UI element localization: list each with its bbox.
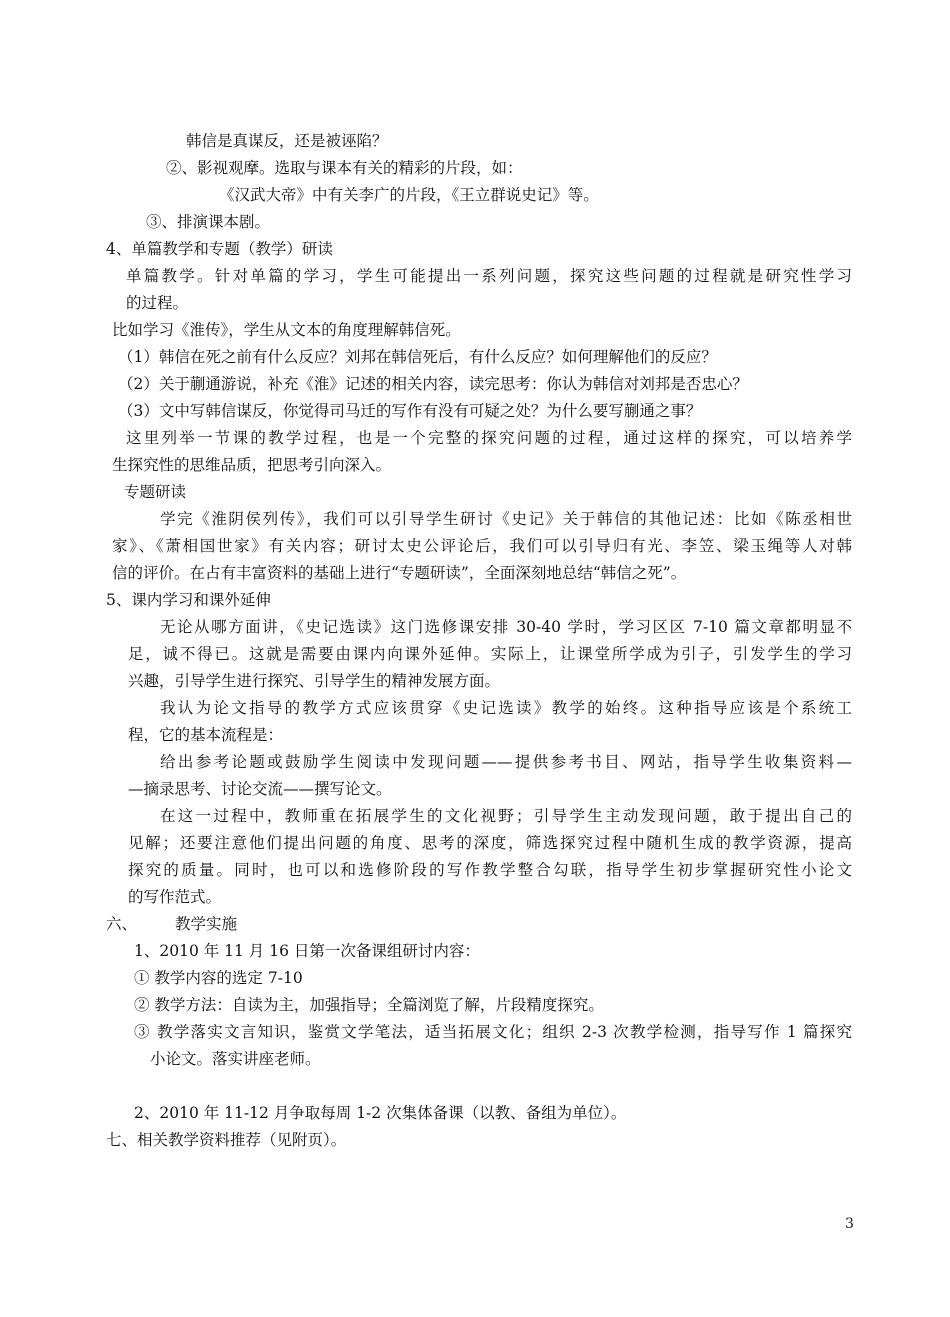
text-line: 学完《淮阴侯列传》，我们可以引导学生研讨《史记》关于韩信的其他记述：比如《陈丞相世 bbox=[160, 510, 852, 528]
text-line: （2）关于蒯通游说，补充《淮》记述的相关内容，读完思考：你认为韩信对刘邦是否忠心？ bbox=[118, 375, 748, 393]
section-heading bbox=[106, 913, 237, 935]
text-line: 信的评价。在占有丰富资料的基础上进行“专题研读”，全面深刻地总结“韩信之死”。 bbox=[112, 564, 687, 582]
text-line: ① 教学内容的选定 7-10 bbox=[134, 969, 303, 987]
section-number: 六、 bbox=[106, 915, 138, 933]
text-line: 1、2010 年 11 月 16 日第一次备课组研讨内容： bbox=[134, 942, 480, 960]
text-line: 在这一过程中，教师重在拓展学生的文化视野；引导学生主动发现问题，敢于提出自己的 bbox=[160, 807, 852, 825]
text-line: 韩信是真谋反，还是被诬陷？ bbox=[186, 132, 388, 150]
text-line: ②、影视观摩。选取与课本有关的精彩的片段，如： bbox=[166, 159, 523, 177]
text-line: 家》、《萧相国世家》有关内容；研讨太史公评论后，我们可以引导归有光、李笠、梁玉绳等人对韩 bbox=[112, 537, 852, 555]
page-number: 3 bbox=[845, 1216, 854, 1232]
text-line: —摘录思考、讨论交流——撰写论文。 bbox=[128, 780, 392, 798]
section-heading: 七、相关教学资料推荐（见附页）。 bbox=[106, 1131, 347, 1149]
text-line: 程，它的基本流程是： bbox=[128, 726, 284, 744]
text-line: 见解；还要注意他们提出问题的角度、思考的深度，筛选探究过程中随机生成的教学资源，提高 bbox=[128, 834, 852, 852]
text-line: ③ 教学落实文言知识，鉴赏文学笔法，适当拓展文化；组织 2-3 次教学检测，指导写作 1 篇探究 bbox=[134, 1023, 852, 1041]
section-title: 教学实施 bbox=[175, 915, 238, 933]
text-line: 生探究性的思维品质，把思考引向深入。 bbox=[112, 456, 392, 474]
text-line: 比如学习《淮传》，学生从文本的角度理解韩信死。 bbox=[112, 321, 461, 339]
section-heading: 4、单篇教学和专题（教学）研读 bbox=[106, 240, 333, 258]
text-line: 单篇教学。针对单篇的学习，学生可能提出一系列问题，探究这些问题的过程就是研究性学习 bbox=[126, 267, 852, 285]
text-line: 的过程。 bbox=[126, 294, 189, 312]
text-line: 《汉武大帝》中有关李广的片段，《王立群说史记》等。 bbox=[219, 186, 599, 204]
text-line: （1）韩信在死之前有什么反应？刘邦在韩信死后，有什么反应？如何理解他们的反应？ bbox=[118, 348, 717, 366]
text-line: 小论文。落实讲座老师。 bbox=[150, 1050, 321, 1068]
text-line: 这里列举一节课的教学过程，也是一个完整的探究问题的过程，通过这样的探究，可以培养学 bbox=[126, 429, 852, 447]
text-line: 的写作范式。 bbox=[128, 888, 222, 906]
text-line: 我认为论文指导的教学方式应该贯穿《史记选读》教学的始终。这种指导应该是个系统工 bbox=[160, 699, 852, 717]
text-line: 无论从哪方面讲，《史记选读》这门选修课安排 30-40 学时，学习区区 7-10 篇文章都明显不 bbox=[160, 618, 852, 636]
section-heading: 5、课内学习和课外延伸 bbox=[106, 591, 271, 609]
text-line: 探究的质量。同时，也可以和选修阶段的写作教学整合勾联，指导学生初步掌握研究性小论文 bbox=[128, 861, 852, 879]
text-line: ② 教学方法：自读为主，加强指导；全篇浏览了解，片段精度探究。 bbox=[134, 996, 604, 1014]
text-line: 2、2010 年 11-12 月争取每周 1-2 次集体备课（以教、备组为单位）。 bbox=[134, 1104, 627, 1122]
text-line: 足，诚不得已。这就是需要由课内向课外延伸。实际上，让课堂所学成为引子，引发学生的学习 bbox=[128, 645, 852, 663]
text-line: （3）文中写韩信谋反，你觉得司马迁的写作有没有可疑之处？为什么要写蒯通之事？ bbox=[118, 402, 702, 420]
text-line: 给出参考论题或鼓励学生阅读中发现问题——提供参考书目、网站，指导学生收集资料— bbox=[160, 753, 852, 771]
text-line: 专题研读 bbox=[124, 483, 187, 501]
text-line: 兴趣，引导学生进行探究、引导学生的精神发展方面。 bbox=[128, 672, 501, 690]
text-line: ③、排演课本剧。 bbox=[146, 213, 271, 231]
